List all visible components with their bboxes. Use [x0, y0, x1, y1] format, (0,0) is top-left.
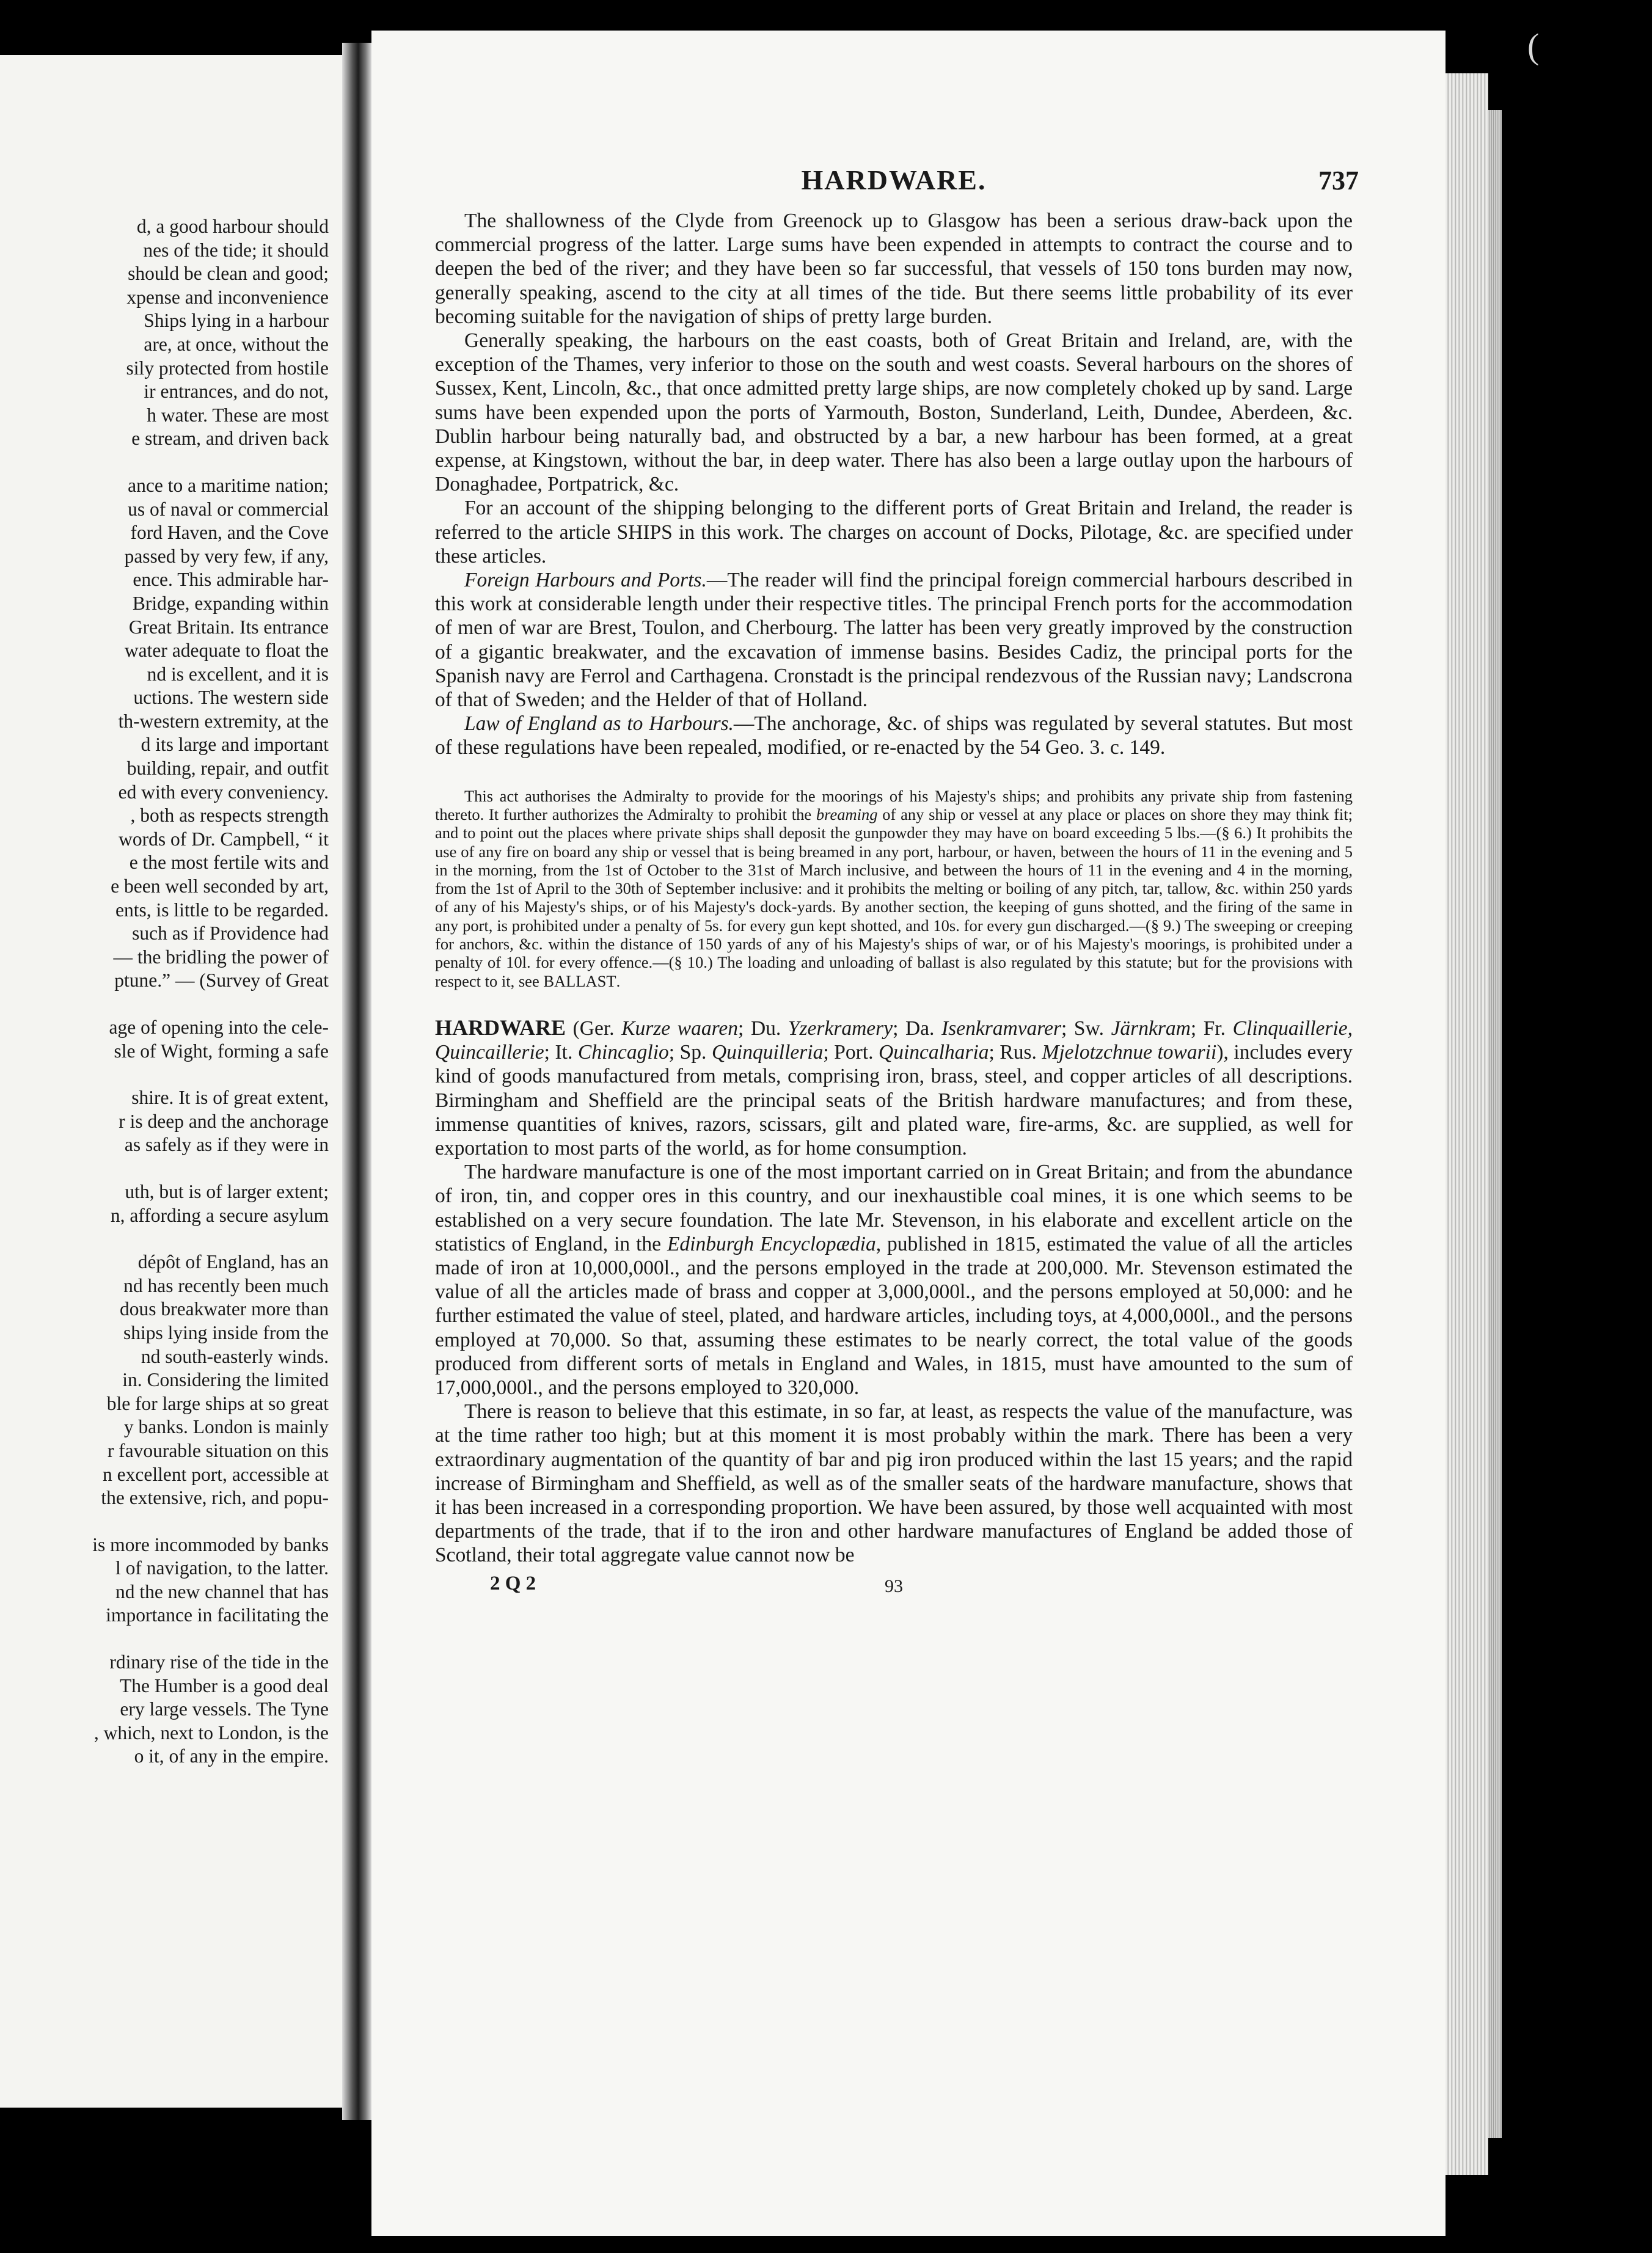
left-column-line: Great Britain. Its entrance	[128, 616, 329, 638]
left-column-line: uctions. The western side	[133, 687, 329, 709]
page-number: 737	[1318, 166, 1359, 195]
left-column-line: ery large vessels. The Tyne	[120, 1698, 329, 1720]
page-content	[435, 160, 1359, 1603]
paragraph-clyde: The shallowness of the Clyde from Greenock up to Glasgow has been a serious draw-back upon the commercial progress of the latter. Large sums have been expended in attempts to contract the course and to deepen the bed of the river; and they have been so far successful, that vessels of 150 tons burden may now, generally speaking, ascend to the city at all times of the tide. But there seems little probability of its ever becoming suitable for the navigation of ships of pretty large burden.	[435, 210, 1353, 328]
foreign-harbours-heading: Foreign Harbours and Ports.	[464, 569, 707, 592]
left-column-line: should be clean and good;	[128, 263, 329, 285]
left-column-line: h water. These are most	[147, 404, 329, 426]
corner-mark: (	[1527, 26, 1540, 66]
page-edges	[1446, 73, 1488, 2175]
law-heading: Law of England as to Harbours.	[464, 712, 734, 736]
left-column-line: , both as respects strength	[130, 805, 329, 827]
entry-headword: HARDWARE	[435, 1015, 566, 1040]
left-column-line: ance to a maritime nation;	[128, 474, 329, 496]
left-column-line: l of navigation, to the latter.	[115, 1557, 329, 1579]
left-column-line: e stream, and driven back	[131, 428, 329, 450]
left-column-line: ir entrances, and do not,	[144, 381, 329, 403]
left-column-line	[0, 1157, 329, 1180]
left-column-line: ble for large ships at so great	[106, 1392, 329, 1414]
page-edges-outer	[1488, 110, 1502, 2138]
left-column-line: shire. It is of great extent,	[131, 1087, 329, 1109]
paragraph-foreign-harbours	[435, 568, 1353, 712]
left-column-line: y banks. London is mainly	[123, 1416, 329, 1438]
left-column-line: rdinary rise of the tide in the	[109, 1651, 329, 1673]
left-column-line: d its large and important	[141, 734, 329, 756]
left-column-line: — the bridling the power of	[113, 946, 329, 968]
act-note: This act authorises the Admiralty to provide for the moorings of his Majesty's ships; and prohibits any private ship from fastening thereto. It further authorizes the Admiralty to prohibit the breaming of any ship or vessel at any place or places on shore they may think fit; and to point out the places where private ships shall deposit the gunpowder they may have on board exceeding 5 lbs.—(§ 6.) It prohibits the use of any fire on board any ship or vessel that is being breamed in any port, harbour, or haven, between the hours of 11 in the evening and 5 in the morning, from the 1st of October to the 31st of March inclusive, and between the hours of 11 in the evening and 4 in the morning, from the 1st of April to the 30th of September inclusive: and it prohibits the melting or boiling of any pitch, tar, tallow, &c. within 250 yards of any of his Majesty's ships, or of his Majesty's dock-yards. By another section, the keeping of guns shotted, and the firing of the same in any port, is prohibited under a penalty of 5s. for every gun kept shotted, and 10s. for every gun discharged.—(§ 9.) The sweeping or creeping for anchors, &c. within the distance of 150 yards of any of his Majesty's ships of war, or of his Majesty's moorings, is prohibited under a penalty of 10l. for every offence.—(§ 10.) The loading and unloading of ballast is also regulated by this statute; but for the provisions with respect to it, see BALLAST.	[435, 786, 1353, 990]
left-column-line: uth, but is of larger extent;	[125, 1180, 329, 1202]
breaming-term: breaming	[816, 805, 878, 823]
left-column-line: words of Dr. Campbell, “ it	[119, 828, 329, 850]
left-column-line	[0, 1063, 329, 1086]
left-column-line: th-western extremity, at the	[118, 710, 329, 732]
edinburgh-encyclopaedia: Edinburgh Encyclopædia	[667, 1232, 876, 1255]
left-column-line: as safely as if they were in	[124, 1134, 329, 1156]
left-column-line: Ships lying in a harbour	[144, 310, 329, 332]
left-column-line: ents, is little to be regarded.	[115, 899, 329, 921]
law-text: —The anchorage, &c. of ships was regulated by several statutes. But most of these regulations have been repealed, modified, or re-enacted by the 54 Geo. 3. c. 149.	[435, 712, 1353, 759]
book-gutter	[342, 43, 371, 2120]
left-column-line: n, affording a secure asylum	[110, 1204, 329, 1226]
left-column-line: The Humber is a good deal	[119, 1674, 329, 1696]
left-column-line: ed with every conveniency.	[118, 781, 329, 803]
left-column-line: sily protected from hostile	[126, 357, 329, 379]
left-column-line: building, repair, and outfit	[126, 758, 329, 780]
paragraph-east-coasts: Generally speaking, the harbours on the east coasts, both of Great Britain and Ireland, are, with the exception of the Thames, very inferior to those on the south and west coasts. Several harbours on the shores of Sussex, Kent, Lincoln, &c., that once admitted pretty large ships, are now completely choked up by sand. Large sums have been expended upon the ports of Yarmouth, Boston, Sunderland, Leith, Dundee, Aberdeen, &c. Dublin harbour being naturally bad, and obstructed by a bar, a new harbour has been formed, at a great expense, at Kingstown, without the bar, in deep water. There has also been a large outlay upon the harbours of Donaghadee, Portpatrick, &c.	[435, 329, 1353, 496]
left-column-line: dous breakwater more than	[120, 1298, 329, 1320]
left-column-line: water adequate to float the	[124, 640, 329, 662]
left-column-line: Bridge, expanding within	[132, 592, 329, 614]
hardware-entry	[435, 1016, 1353, 1568]
left-column-line	[0, 993, 329, 1016]
entry-paragraph-manufacture: The hardware manufacture is one of the most important carried on in Great Britain; and from the abundance of iron, tin, and copper ores in this country, and our inexhaustible coal mines, it is one which seems to be established on a very secure foundation. The late Mr. Stevenson, in his elaborate and excellent article on the statistics of England, in the Edinburgh Encyclopædia, published in 1815, estimated the value of all the articles made of iron at 10,000,000l., and the persons employed in the trade at 200,000. Mr. Stevenson estimated the value of all the articles made of brass and copper at 3,000,000l., and the persons employed at 50,000: and he further estimated the value of steel, plated, and hardware articles, including toys, at 4,000,000l., and the persons employed at 70,000. So that, assuming these estimates to be nearly correct, the total value of the goods produced from different sorts of metals in England and Wales, in 1815, must have amounted to the sum of 17,000,000l., and the persons employed to 320,000.	[435, 1161, 1353, 1399]
signature-mark: 2 Q 2	[490, 1572, 536, 1594]
left-column-line: n excellent port, accessible at	[103, 1463, 329, 1485]
left-column-line: nd south-easterly winds.	[141, 1345, 329, 1367]
left-column-line: passed by very few, if any,	[124, 545, 329, 567]
left-column-line: sle of Wight, forming a safe	[114, 1040, 329, 1062]
left-column-line: r is deep and the anchorage	[119, 1110, 329, 1132]
left-column-line	[0, 1510, 329, 1533]
left-column-line	[0, 451, 329, 474]
left-column-line: r favourable situation on this	[107, 1439, 329, 1461]
left-column-line: d, a good harbour should	[136, 216, 329, 237]
left-column-line: ptune.” — (Survey of Great	[114, 969, 329, 991]
left-column-line: o it, of any in the empire.	[134, 1745, 329, 1767]
left-column-line: , which, next to London, is the	[93, 1722, 329, 1744]
left-column-line: e the most fertile wits and	[129, 852, 329, 874]
left-column-line: in. Considering the limited	[122, 1369, 329, 1391]
left-page	[0, 55, 342, 2108]
left-column-line: ford Haven, and the Cove	[130, 522, 329, 544]
footer-number: 93	[885, 1576, 903, 1596]
page-footer	[435, 1572, 1353, 1603]
left-column-line: ships lying inside from the	[123, 1321, 329, 1343]
left-column-line: importance in facilitating the	[106, 1604, 329, 1626]
running-header	[435, 160, 1359, 209]
left-column-line: nd is excellent, and it is	[147, 663, 329, 685]
left-column-line	[0, 1627, 329, 1651]
left-column-line: is more incommoded by banks	[92, 1533, 329, 1555]
left-column-line: nes of the tide; it should	[143, 239, 329, 261]
left-page-column	[0, 215, 329, 1769]
entry-definition: HARDWARE (Ger. Kurze waaren; Du. Yzerkramery; Da. Isenkramvarer; Sw. Järnkram; Fr. Clinquaillerie, Quincaillerie; It. Chincaglio; Sp. Quinquilleria; Port. Quincalharia; Rus. Mjelotzchnue towarii), includes every kind of goods manufactured from metals, comprising iron, brass, steel, and copper articles of all descriptions. Birmingham and Sheffield are the principal seats of the British hardware manufactures; and from these, immense quantities of knives, razors, scissars, gilt and plated ware, fire-arms, &c. are supplied, as well for exportation to most parts of the world, as for home consumption.	[435, 1015, 1353, 1159]
ballast-reference: BALLAST	[543, 971, 616, 990]
paragraph-law-of-england	[435, 712, 1353, 759]
left-column-line: dépôt of England, has an	[137, 1251, 329, 1273]
left-column-line: the extensive, rich, and popu-	[101, 1487, 329, 1509]
left-column-line: nd the new channel that has	[115, 1580, 329, 1602]
left-column-line: are, at once, without the	[144, 333, 329, 355]
left-column-line: us of naval or commercial	[128, 498, 329, 520]
page-title: HARDWARE.	[801, 164, 987, 195]
left-column-line: such as if Providence had	[132, 922, 329, 944]
left-column-line: ence. This admirable har-	[133, 569, 329, 591]
left-column-line: e been well seconded by art,	[111, 875, 329, 897]
foreign-harbours-text: —The reader will find the principal foreign commercial harbours described in this work at considerable length under their respective titles. The principal French ports for the accommodation of men of war are Brest, Toulon, and Cherbourg. The latter has been very greatly improved by the construction of a gigantic breakwater, and the excavation of immense basins. Besides Cadiz, the principal ports for the Spanish navy are Ferrol and Carthagena. Cronstadt is the principal rendezvous of the Russian navy; Landscrona of that of Sweden; and the Helder of that of Holland.	[435, 569, 1353, 712]
left-column-line	[0, 1227, 329, 1251]
entry-paragraph-estimate: There is reason to believe that this estimate, in so far, at least, as respects the value of the manufacture, was at the time rather too high; but at this moment it is most probably within the mark. There has been a very extraordinary augmentation of the quantity of bar and pig iron produced within the last 15 years; and the rapid increase of Birmingham and Sheffield, as well as of the smaller seats of the hardware manufacture, shows that it has been increased in a corresponding proportion. We have been assured, by those well acquainted with most departments of the trade, that if to the iron and other hardware manufactures of England be added those of Scotland, their total aggregate value cannot now be	[435, 1400, 1353, 1567]
main-text	[435, 209, 1353, 760]
paragraph-shipping: For an account of the shipping belonging to the different ports of Great Britain and Ireland, the reader is referred to the article SHIPS in this work. The charges on account of Docks, Pilotage, &c. are specified under these articles.	[435, 497, 1353, 568]
left-column-line: age of opening into the cele-	[109, 1017, 329, 1038]
left-column-line: xpense and inconvenience	[126, 286, 329, 308]
left-column-line: nd has recently been much	[123, 1274, 329, 1296]
